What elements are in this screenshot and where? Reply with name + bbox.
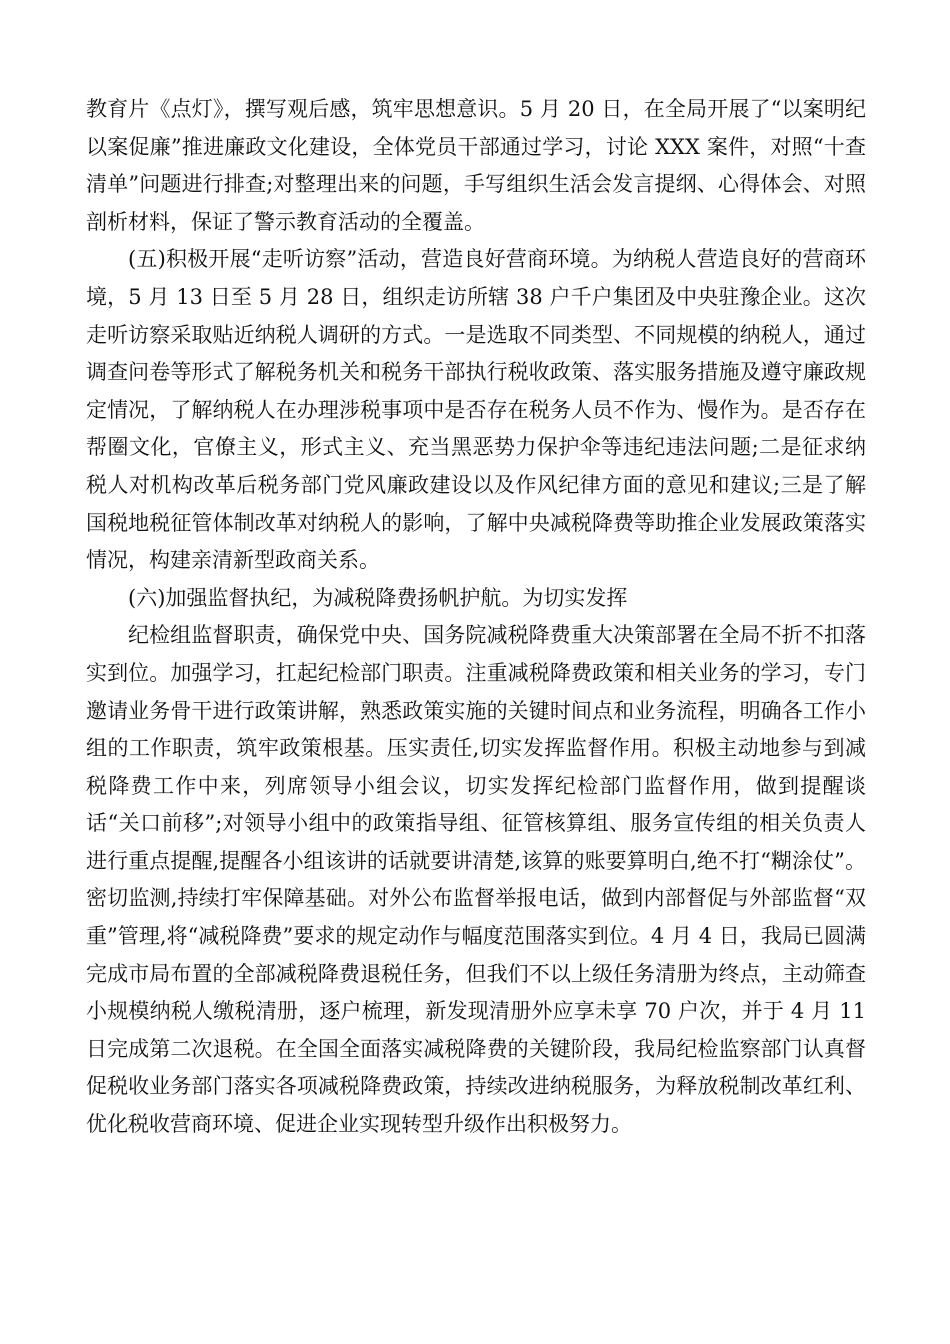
paragraph-section-six-heading: (六)加强监督执纪，为减税降费扬帆护航。为切实发挥 [128,585,628,610]
paragraph-section-five: (五)积极开展“走听访察”活动，营造良好营商环境。为纳税人营造良好的营商环境，5 月 13 日至 5 月 28 日，组织走访所辖 38 户千户集团及中央驻豫企业。这次走听访察采取贴近纳税人调研的方式。一是选取不同类型、不同规模的纳税人，通过调查问卷等形式了解税务机关和税务干部执行税收政策、落实服务措施及遵守廉政规定情况，了解纳税人在办理涉税事项中是否存在税务人员不作为、慢作为。是否存在帮圈文化，官僚主义，形式主义、充当黑恶势力保护伞等违纪违法问题;二是征求纳税人对机构改革后税务部门党风廉政建设以及作风纪律方面的意见和建议;三是了解国税地税征管体制改革对纳税人的影响，了解中央减税降费等助推企业发展政策落实情况，构建亲清新型政商关系。 [86,247,866,573]
paragraph-continued-warning-education: 教育片《点灯》，撰写观后感，筑牢思想意识。5 月 20 日，在全局开展了“以案明纪 以案促廉”推进廉政文化建设，全体党员干部通过学习，讨论 XXX 案件，对照“十查清单”问题进行排查;对整理出来的问题，手写组织生活会发言提纲、心得体会、对照剖析材料，保证了警示教育活动的全覆盖。 [86,97,866,234]
document-body [86,91,866,1144]
paragraph-section-six-body: 纪检组监督职责，确保党中央、国务院减税降费重大决策部署在全局不折不扣落实到位。加强学习，扛起纪检部门职责。注重减税降费政策和相关业务的学习，专门邀请业务骨干进行政策讲解，熟悉政策实施的关键时间点和业务流程，明确各工作小组的工作职责，筑牢政策根基。压实责任,切实发挥监督作用。积极主动地参与到减税降费工作中来，列席领导小组会议，切实发挥纪检部门监督作用，做到提醒谈话“关口前移”;对领导小组中的政策指导组、征管核算组、服务宣传组的相关负责人进行重点提醒,提醒各小组该讲的话就要讲清楚,该算的账要算明白,绝不打“糊涂仗”。密切监测,持续打牢保障基础。对外公布监督举报电话，做到内部督促与外部监督“双重”管理,将“减税降费”要求的规定动作与幅度范围落实到位。4 月 4 日，我局已圆满完成市局布置的全部减税降费退税任务，但我们不以上级任务清册为终点，主动筛查小规模纳税人缴税清册，逐户梳理，新发现清册外应享未享 70 户次，并于 4 月 11 日完成第二次退税。在全国全面落实减税降费的关键阶段，我局纪检监察部门认真督促税收业务部门落实各项减税降费政策，持续改进纳税服务，为释放税制改革红利、优化税收营商环境、促进企业实现转型升级作出积极努力。 [86,623,866,1137]
